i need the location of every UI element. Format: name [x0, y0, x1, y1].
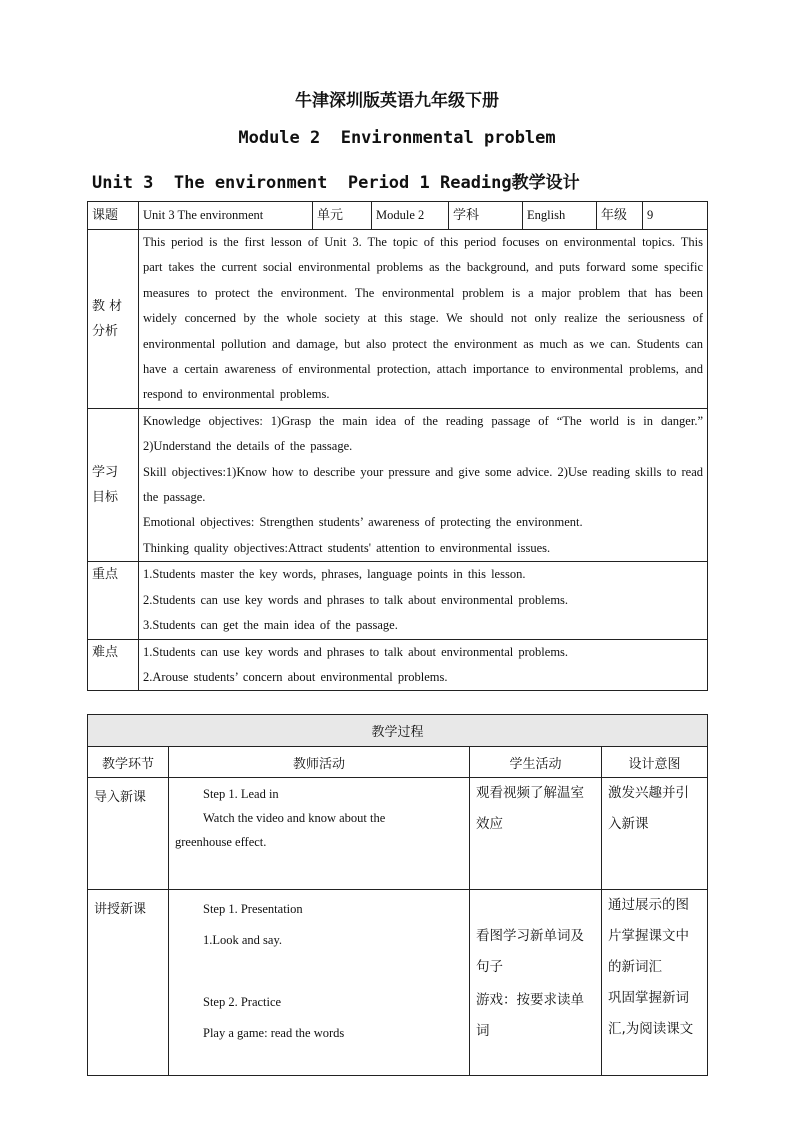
col-design: 设计意图 [602, 747, 708, 778]
info-row-difficult-points [88, 639, 708, 691]
table-row [88, 890, 708, 1076]
topic-value: Unit 3 The environment [139, 202, 313, 230]
analysis-label: 教 材 分析 [88, 230, 139, 409]
teacher-line: greenhouse effect. [175, 835, 267, 849]
objective-skill: Skill objectives:1)Know how to describe your pressure and give some advice. 2)Use reading skills to read the passage. [143, 464, 703, 505]
unit-title-cn: 教学设计 [511, 173, 580, 193]
difficult-label: 难点 [88, 639, 139, 691]
analysis-text: This period is the first lesson of Unit 3. The topic of this period focuses on environmental topics. This part takes the current social environmental problems as the background, and puts forward some specific measures to protect the environment. The environmental problem is a major problem that has been widely concerned by the whole society at this stage. We should not only realize the seriousness of environmental pollution and damage, but also protect the environment as much as we can. Students can have a certain awareness of environmental protection, attach importance to environmental problems, and respond to environmental problems. [139, 230, 708, 409]
student-cell [470, 890, 602, 1076]
unit-label: 单元 [313, 202, 372, 230]
info-row-analysis [88, 230, 708, 409]
grade-value: 9 [643, 202, 708, 230]
process-title: 教学过程 [88, 715, 708, 747]
key-label: 重点 [88, 562, 139, 639]
design-cell [602, 890, 708, 1076]
teacher-cell [169, 778, 470, 890]
info-row-objectives [88, 408, 708, 561]
student-cell: 观看视频了解温室效应 [470, 778, 602, 890]
topic-label: 课题 [88, 202, 139, 230]
info-row-topic [88, 202, 708, 230]
student-activity: 看图学习新单词及句子 [476, 928, 584, 975]
stage-cell: 讲授新课 [88, 890, 169, 1076]
process-column-headers [88, 747, 708, 778]
info-table [87, 201, 708, 691]
module-title: Module 2 Environmental problem [238, 128, 556, 148]
unit-title [92, 168, 732, 193]
unit-title-en: Unit 3 The environment Period 1 Reading [92, 173, 512, 193]
teacher-cell [169, 890, 470, 1076]
difficult-points [139, 639, 708, 691]
teacher-step: Step 1. Lead in [203, 787, 279, 801]
key-point: 2.Students can use key words and phrases to talk about environmental problems. [143, 592, 569, 607]
design-intent: 巩固掌握新词汇,为阅读课文 [608, 990, 694, 1037]
col-student: 学生活动 [470, 747, 602, 778]
key-points [139, 562, 708, 639]
difficult-point: 2.Arouse students’ concern about environmental problems. [143, 669, 448, 684]
teacher-line: Watch the video and know about the [203, 811, 386, 825]
subject-label: 学科 [449, 202, 523, 230]
grade-label: 年级 [597, 202, 643, 230]
info-row-key-points [88, 562, 708, 639]
table-row [88, 778, 708, 890]
col-teacher: 教师活动 [169, 747, 470, 778]
col-stage: 教学环节 [88, 747, 169, 778]
stage-cell: 导入新课 [88, 778, 169, 890]
process-table [87, 714, 708, 1076]
difficult-point: 1.Students can use key words and phrases to talk about environmental problems. [143, 644, 569, 659]
teacher-item: Play a game: read the words [203, 1026, 345, 1040]
teacher-step: Step 1. Presentation [203, 902, 303, 916]
teacher-item: 1.Look and say. [203, 933, 283, 947]
design-cell: 激发兴趣并引入新课 [602, 778, 708, 890]
objective-emotional: Emotional objectives: Strengthen students’ awareness of protecting the environment. [143, 515, 583, 530]
objective-thinking: Thinking quality objectives:Attract students' attention to environmental issues. [143, 540, 551, 555]
objective-knowledge: Knowledge objectives: 1)Grasp the main idea of the reading passage of “The world is in danger.” 2)Understand the details of the passage. [143, 413, 703, 454]
document-title: 牛津深圳版英语九年级下册 [295, 91, 499, 111]
design-intent: 通过展示的图片掌握课文中的新词汇 [608, 897, 689, 975]
objectives-label: 学习 目标 [88, 408, 139, 561]
objectives-text [139, 408, 708, 561]
key-point: 3.Students can get the main idea of the passage. [143, 618, 398, 633]
unit-value: Module 2 [372, 202, 449, 230]
teacher-step: Step 2. Practice [203, 995, 282, 1009]
subject-value: English [523, 202, 597, 230]
key-point: 1.Students master the key words, phrases, language points in this lesson. [143, 567, 526, 582]
student-activity: 游戏：按要求读单词 [476, 992, 584, 1039]
